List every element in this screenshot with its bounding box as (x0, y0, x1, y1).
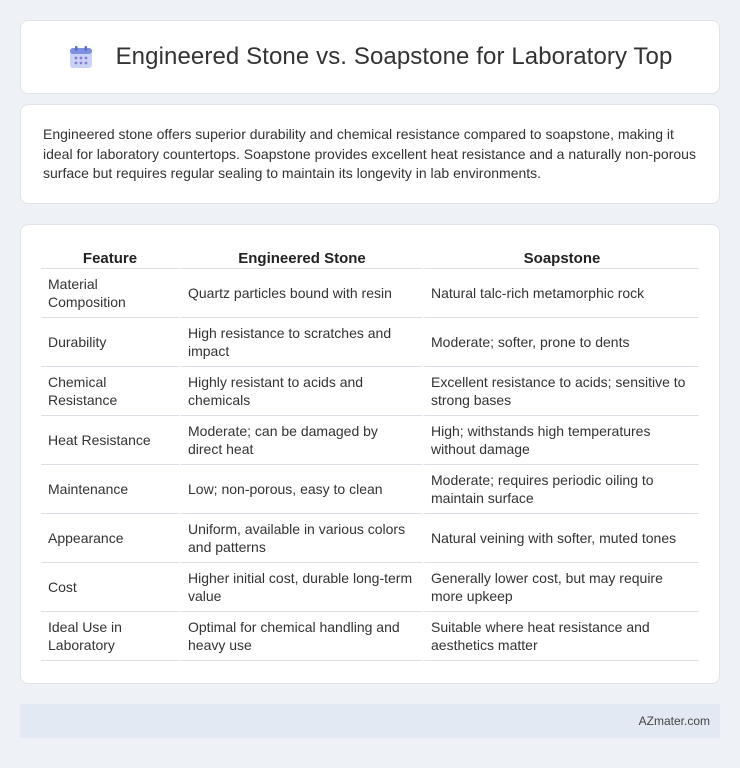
summary-card (20, 104, 720, 204)
feature-cell: Ideal Use in Laboratory (41, 612, 179, 661)
table-row (41, 514, 699, 563)
feature-cell: Cost (41, 563, 179, 612)
engineered-stone-cell: Optimal for chemical handling and heavy use (179, 612, 422, 661)
feature-cell: Chemical Resistance (41, 367, 179, 416)
soapstone-cell: Moderate; softer, prone to dents (422, 318, 699, 367)
soapstone-cell: Suitable where heat resistance and aesthetics matter (422, 612, 699, 661)
summary-text: Engineered stone offers superior durability and chemical resistance compared to soapstone, making it ideal for laboratory countertops. Soapstone provides excellent heat resistance and a naturally non-porous surface but requires regular sealing to maintain its longevity in lab environments. (43, 126, 696, 181)
engineered-stone-cell: Uniform, available in various colors and patterns (179, 514, 422, 563)
title-card (20, 20, 720, 94)
engineered-stone-cell: High resistance to scratches and impact (179, 318, 422, 367)
soapstone-cell: Natural talc-rich metamorphic rock (422, 269, 699, 318)
soapstone-cell: Natural veining with softer, muted tones (422, 514, 699, 563)
column-header-feature: Feature (41, 245, 179, 269)
soapstone-cell: Generally lower cost, but may require more upkeep (422, 563, 699, 612)
table-row (41, 367, 699, 416)
feature-cell: Durability (41, 318, 179, 367)
soapstone-cell: Excellent resistance to acids; sensitive to strong bases (422, 367, 699, 416)
feature-cell: Maintenance (41, 465, 179, 514)
soapstone-cell: Moderate; requires periodic oiling to maintain surface (422, 465, 699, 514)
table-row (41, 269, 699, 318)
soapstone-cell: High; withstands high temperatures without damage (422, 416, 699, 465)
comparison-table (41, 245, 699, 661)
column-header-engineered-stone: Engineered Stone (179, 245, 422, 269)
column-header-soapstone: Soapstone (422, 245, 699, 269)
engineered-stone-cell: Higher initial cost, durable long-term value (179, 563, 422, 612)
table-row (41, 416, 699, 465)
engineered-stone-cell: Low; non-porous, easy to clean (179, 465, 422, 514)
footer (20, 704, 720, 738)
feature-cell: Material Composition (41, 269, 179, 318)
engineered-stone-cell: Moderate; can be damaged by direct heat (179, 416, 422, 465)
table-row (41, 465, 699, 514)
feature-cell: Appearance (41, 514, 179, 563)
table-row (41, 318, 699, 367)
footer-brand: AZmater.com (638, 714, 710, 728)
calendar-icon (68, 44, 94, 70)
engineered-stone-cell: Quartz particles bound with resin (179, 269, 422, 318)
table-row (41, 563, 699, 612)
page-title: Engineered Stone vs. Soapstone for Laboratory Top (115, 43, 673, 70)
comparison-table-card (20, 224, 720, 684)
engineered-stone-cell: Highly resistant to acids and chemicals (179, 367, 422, 416)
table-header-row (41, 245, 699, 269)
feature-cell: Heat Resistance (41, 416, 179, 465)
table-row (41, 612, 699, 661)
